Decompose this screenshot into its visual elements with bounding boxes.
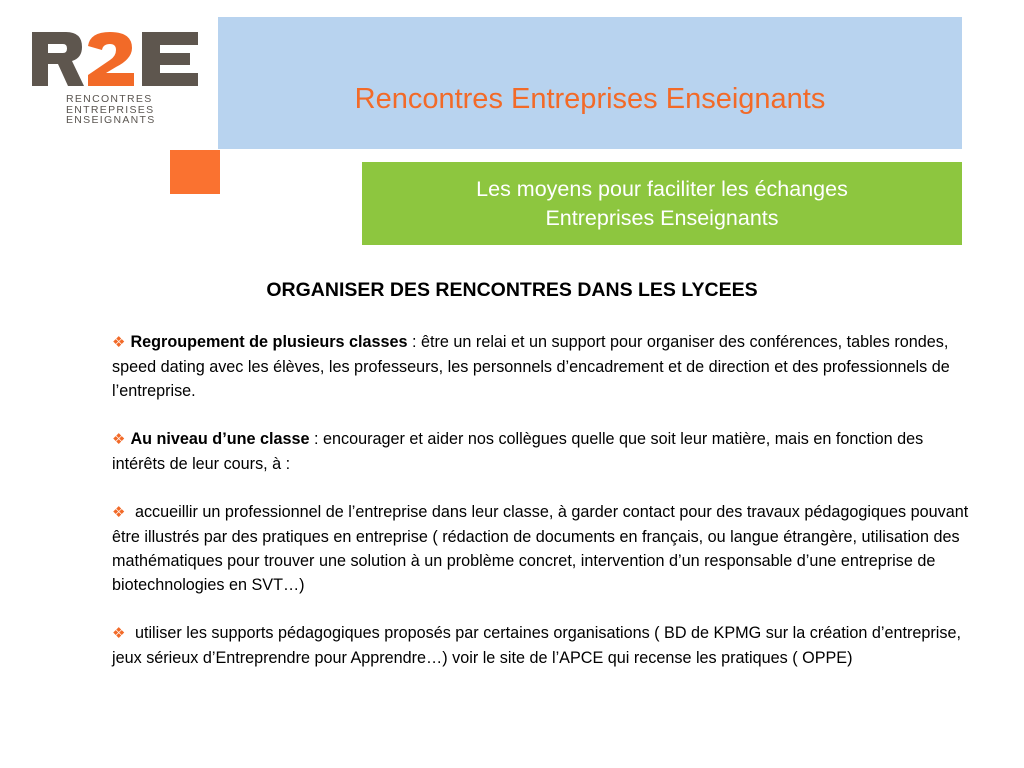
paragraph-accueillir bbox=[112, 500, 980, 597]
body-text bbox=[112, 330, 980, 694]
subtitle-line-2: Entreprises Enseignants bbox=[545, 205, 779, 230]
paragraph-label: Au niveau d’une classe bbox=[130, 430, 310, 448]
logo-tagline bbox=[66, 94, 156, 126]
title-band bbox=[218, 17, 962, 149]
logo-line-3: ENSEIGNANTS bbox=[66, 114, 156, 126]
paragraph-supports bbox=[112, 621, 980, 670]
section-heading: ORGANISER DES RENCONTRES DANS LES LYCEES bbox=[266, 279, 758, 301]
paragraph-label: Regroupement de plusieurs classes bbox=[130, 333, 408, 351]
paragraph-text: : encourager et aider nos collègues quelle que soit leur matière, mais en fonction des intérêts de leur cours, à : bbox=[112, 430, 924, 473]
r2e-logo-mark bbox=[30, 28, 200, 92]
page-title: Rencontres Entreprises Enseignants bbox=[354, 83, 826, 115]
diamond-bullet-icon: ❖ bbox=[112, 431, 126, 448]
logo-line-1: RENCONTRES bbox=[66, 93, 153, 105]
subtitle-line-1: Les moyens pour faciliter les échanges bbox=[476, 176, 848, 201]
paragraph-niveau-classe bbox=[112, 427, 980, 476]
paragraph-text: : être un relai et un support pour organiser des conférences, tables rondes, speed dating avec les élèves, les professeurs, les personnels d’encadrement et de direction et des professionnels de l’entreprise. bbox=[112, 333, 950, 400]
r2e-logo bbox=[30, 28, 200, 128]
diamond-bullet-icon: ❖ bbox=[112, 625, 126, 642]
logo-line-2: ENTREPRISES bbox=[66, 103, 155, 116]
paragraph-text: utiliser les supports pédagogiques proposés par certaines organisations ( BD de KPMG sur la création d’entreprise, jeux sérieux d’Entreprendre pour Apprendre…) voir le site de l’APCE qui recense les pratiques ( OPPE) bbox=[112, 624, 961, 667]
decorative-orange-square bbox=[170, 150, 220, 194]
subtitle-band bbox=[362, 162, 962, 245]
paragraph-regroupement bbox=[112, 330, 980, 403]
diamond-bullet-icon: ❖ bbox=[112, 504, 126, 521]
diamond-bullet-icon: ❖ bbox=[112, 334, 126, 351]
paragraph-text: accueillir un professionnel de l’entreprise dans leur classe, à garder contact pour des travaux pédagogiques pouvant être illustrés par des pratiques en entreprise ( rédaction de documents en français, ou langue étrangère, utilisation des mathématiques pour trouver une solution à un problème concret, intervention d’un responsable d’une entreprise de biotechnologies en SVT…) bbox=[112, 503, 969, 594]
